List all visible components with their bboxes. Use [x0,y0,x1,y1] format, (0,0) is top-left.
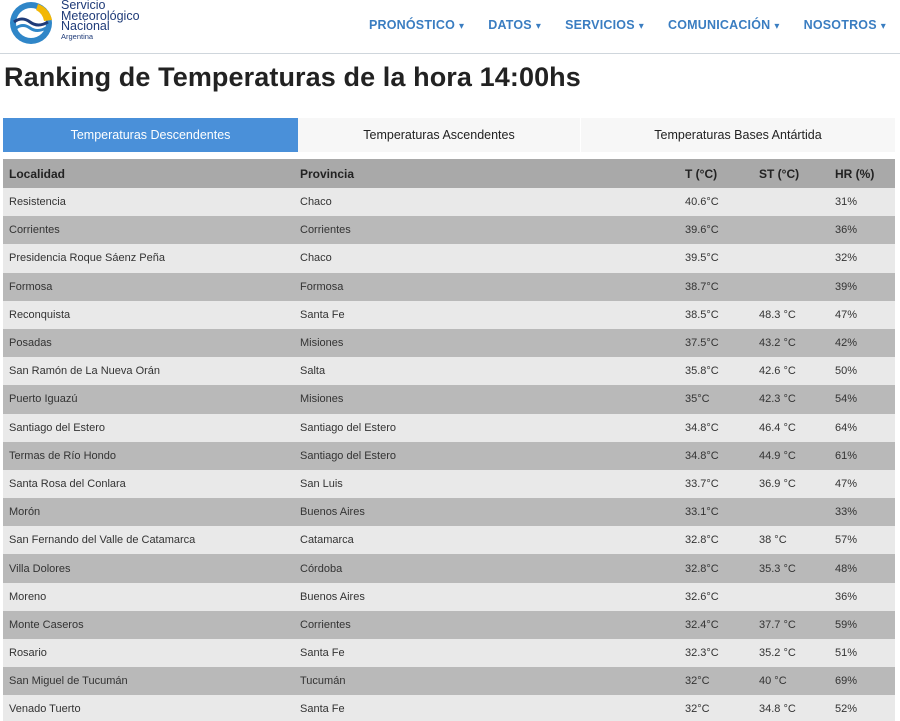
column-header-provincia[interactable]: Provincia [300,166,355,181]
cell-localidad: Reconquista [9,308,71,321]
cell-humedad: 69% [835,675,858,688]
cell-temperatura: 39.6°C [685,224,719,237]
cell-sensacion-termica: 42.6 °C [759,365,796,378]
cell-temperatura: 32°C [685,675,710,688]
cell-temperatura: 37.5°C [685,337,719,350]
table-row [3,667,895,695]
table-row [3,639,895,667]
cell-temperatura: 35.8°C [685,365,719,378]
cell-sensacion-termica: 37.7 °C [759,618,796,631]
table-row [3,273,895,301]
cell-localidad: Villa Dolores [9,562,71,575]
cell-humedad: 47% [835,308,858,321]
column-header-sensacion-termica[interactable]: ST (°C) [759,166,800,181]
cell-humedad: 31% [835,196,858,209]
smn-logo-icon [8,0,58,46]
cell-provincia: Misiones [300,393,344,406]
cell-temperatura: 32.3°C [685,647,719,660]
nav-label: PRONÓSTICO [368,18,456,32]
cell-temperatura: 35°C [685,393,710,406]
cell-temperatura: 33.1°C [685,506,719,519]
table-row [3,244,895,272]
cell-humedad: 33% [835,506,858,519]
cell-localidad: Termas de Río Hondo [9,449,116,462]
cell-provincia: Misiones [300,337,344,350]
nav-item-datos[interactable] [488,18,541,32]
cell-provincia: Buenos Aires [300,590,365,603]
table-row [3,414,895,442]
page-title: Ranking de Temperaturas de la hora 14:00hs [4,62,581,92]
cell-humedad: 51% [835,647,858,660]
tab-temperaturas-bases-antartida[interactable]: Temperaturas Bases Antártida [581,118,895,152]
table-row [3,357,895,385]
cell-humedad: 54% [835,393,858,406]
cell-temperatura: 34.8°C [685,421,719,434]
cell-sensacion-termica: 36.9 °C [759,477,796,490]
tab-temperaturas-descendentes[interactable]: Temperaturas Descendentes [3,118,298,152]
cell-humedad: 36% [835,224,858,237]
cell-humedad: 36% [835,590,858,603]
table-row [3,442,895,470]
cell-localidad: Presidencia Roque Sáenz Peña [9,252,165,265]
cell-humedad: 32% [835,252,858,265]
cell-temperatura: 33.7°C [685,477,719,490]
cell-localidad: Posadas [9,337,52,350]
cell-localidad: Monte Caseros [9,618,84,631]
cell-localidad: Resistencia [9,196,66,209]
table-row [3,329,895,357]
cell-humedad: 50% [835,365,858,378]
nav-item-pronostico[interactable] [369,18,464,32]
nav-label: DATOS [488,18,532,32]
table-row [3,188,895,216]
nav-item-servicios[interactable] [565,18,644,32]
table-row [3,695,895,721]
cell-provincia: Santa Fe [300,703,345,716]
chevron-down-icon: ▾ [459,21,465,32]
cell-sensacion-termica: 35.3 °C [759,562,796,575]
cell-localidad: Formosa [9,280,53,293]
chevron-down-icon: ▾ [774,21,780,32]
cell-localidad: Puerto Iguazú [9,393,78,406]
cell-humedad: 47% [835,477,858,490]
cell-provincia: Chaco [300,252,332,265]
nav-item-nosotros[interactable] [804,18,886,32]
cell-provincia: Tucumán [300,675,346,688]
nav-item-comunicacion[interactable] [668,18,780,32]
cell-humedad: 39% [835,280,858,293]
chevron-down-icon: ▾ [535,21,542,32]
main-nav [345,18,886,32]
logo-wordmark [61,0,140,41]
cell-provincia: Córdoba [300,562,343,575]
table-row [3,498,895,526]
logo-line-2: Meteorológico [61,8,140,23]
cell-localidad: Corrientes [9,224,60,237]
table-row [3,216,895,244]
nav-label: COMUNICACIÓN [667,18,771,32]
nav-label: SERVICIOS [565,18,635,32]
cell-provincia: Salta [300,365,326,378]
cell-provincia: Corrientes [300,224,351,237]
cell-localidad: Santiago del Estero [9,421,106,434]
cell-humedad: 52% [835,703,858,716]
cell-localidad: Moreno [9,590,47,603]
cell-localidad: San Fernando del Valle de Catamarca [9,534,196,547]
cell-provincia: Chaco [300,196,332,209]
cell-temperatura: 32°C [685,703,710,716]
cell-temperatura: 32.8°C [685,534,719,547]
logo-line-1: Servicio [61,0,106,12]
cell-sensacion-termica: 42.3 °C [759,393,796,406]
cell-provincia: Buenos Aires [300,506,365,519]
cell-temperatura: 39.5°C [685,252,719,265]
table-row [3,611,895,639]
cell-sensacion-termica: 38 °C [759,534,787,547]
cell-humedad: 42% [835,337,858,350]
cell-provincia: Catamarca [300,534,354,547]
cell-sensacion-termica: 46.4 °C [759,421,796,434]
cell-humedad: 59% [835,618,858,631]
column-header-temperatura[interactable]: T (°C) [685,166,718,181]
cell-temperatura: 40.6°C [685,196,719,209]
cell-provincia: Corrientes [300,618,351,631]
cell-temperatura: 38.5°C [685,308,719,321]
tab-temperaturas-ascendentes[interactable]: Temperaturas Ascendentes [298,118,581,152]
table-row [3,526,895,554]
cell-sensacion-termica: 34.8 °C [759,703,796,716]
cell-provincia: Formosa [300,280,344,293]
cell-temperatura: 32.4°C [685,618,719,631]
cell-provincia: Santiago del Estero [300,421,397,434]
logo-line-4: Argentina [61,31,94,41]
table-row [3,385,895,413]
logo-line-3: Nacional [61,19,110,33]
table-row [3,470,895,498]
cell-sensacion-termica: 40 °C [759,675,787,688]
cell-localidad: Venado Tuerto [9,703,81,716]
table-header-row [3,159,895,188]
table-row [3,554,895,582]
table-row [3,583,895,611]
cell-provincia: Santiago del Estero [300,449,397,462]
cell-localidad: Rosario [9,647,47,660]
smn-logo[interactable] [8,0,168,46]
cell-provincia: Santa Fe [300,647,345,660]
cell-temperatura: 38.7°C [685,280,719,293]
column-header-humedad[interactable]: HR (%) [835,166,875,181]
cell-humedad: 64% [835,421,858,434]
ranking-tabs [3,118,895,152]
cell-humedad: 61% [835,449,858,462]
chevron-down-icon: ▾ [638,21,644,32]
nav-label: NOSOTROS [803,18,877,32]
table-row [3,301,895,329]
column-header-localidad[interactable]: Localidad [9,166,66,181]
cell-humedad: 48% [835,562,858,575]
cell-sensacion-termica: 43.2 °C [759,337,796,350]
cell-humedad: 57% [835,534,858,547]
cell-provincia: Santa Fe [300,308,345,321]
cell-provincia: San Luis [300,477,343,490]
cell-sensacion-termica: 35.2 °C [759,647,796,660]
cell-localidad: San Ramón de La Nueva Orán [9,365,161,378]
cell-temperatura: 32.8°C [685,562,719,575]
cell-temperatura: 34.8°C [685,449,719,462]
ranking-table [3,159,895,721]
cell-temperatura: 32.6°C [685,590,719,603]
cell-localidad: Santa Rosa del Conlara [9,477,126,490]
chevron-down-icon: ▾ [880,21,886,32]
site-header [0,0,900,54]
cell-sensacion-termica: 44.9 °C [759,449,796,462]
cell-localidad: San Miguel de Tucumán [9,675,128,688]
cell-sensacion-termica: 48.3 °C [759,308,796,321]
cell-localidad: Morón [9,506,41,519]
